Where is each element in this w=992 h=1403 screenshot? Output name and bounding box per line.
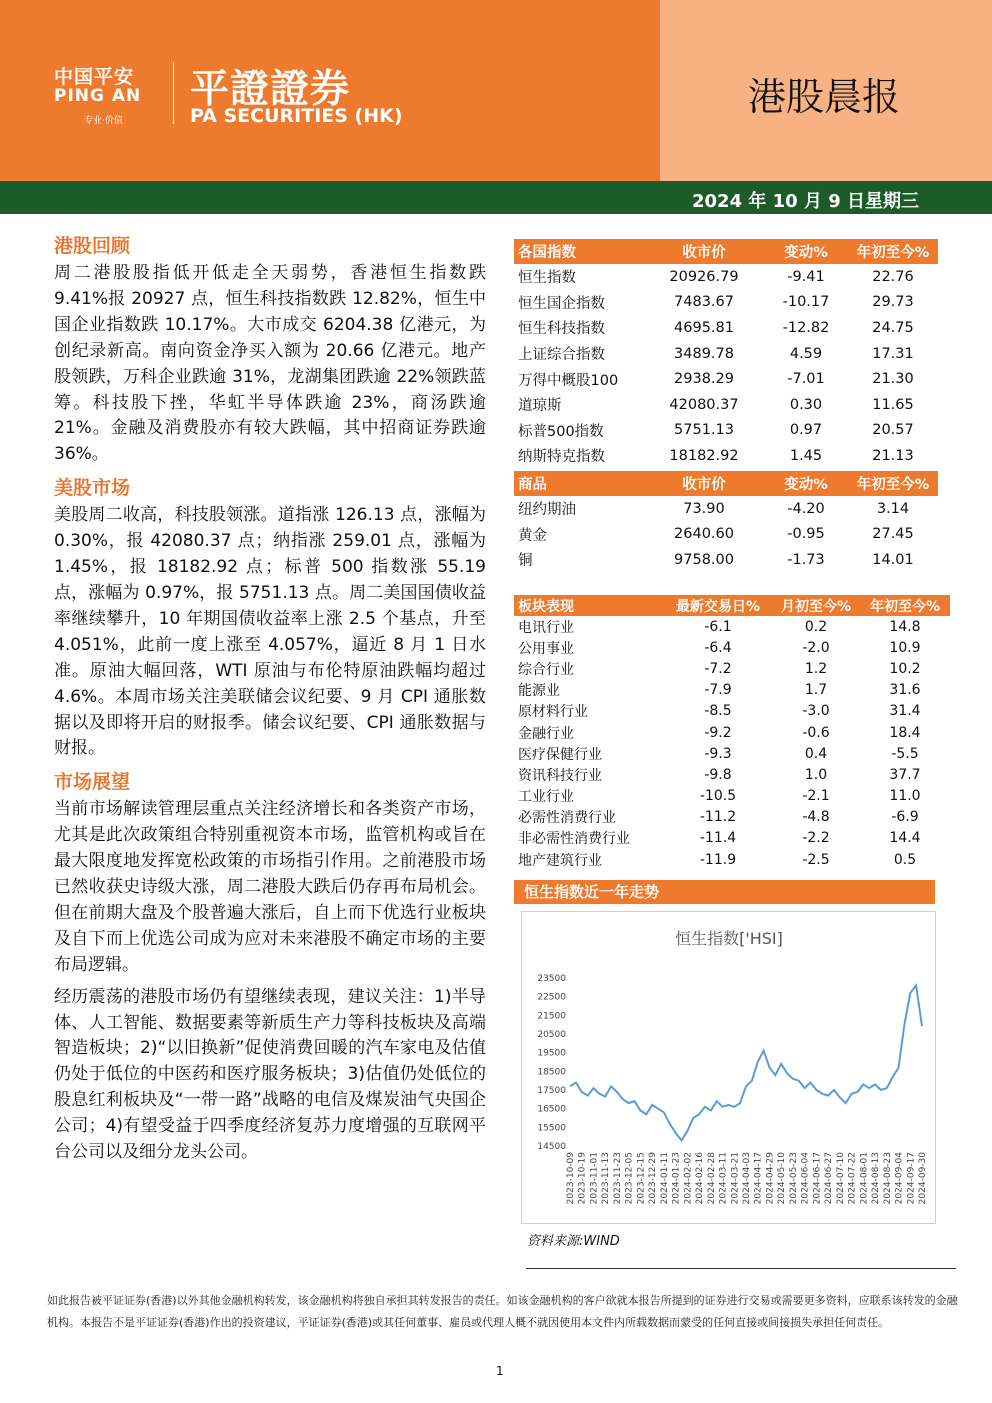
row-value-cell: -6.4 bbox=[704, 639, 732, 656]
row-value-cell: -11.2 bbox=[699, 809, 737, 826]
row-label-cell: 公用事业 bbox=[518, 640, 574, 657]
row-value-cell: -5.5 bbox=[891, 745, 919, 762]
row-value-cell: 17.31 bbox=[872, 345, 914, 362]
row-label-cell: 恒生国企指数 bbox=[518, 295, 605, 312]
y-tick-label: 21500 bbox=[537, 1011, 566, 1022]
table-row bbox=[514, 616, 950, 637]
table-row bbox=[514, 264, 938, 290]
row-label-cell: 纳斯特克指数 bbox=[518, 449, 605, 466]
row-value-cell: 24.75 bbox=[872, 319, 914, 336]
x-tick-label: 2024-08-13 bbox=[871, 1152, 882, 1205]
row-value-cell: 11.65 bbox=[872, 396, 914, 413]
row-label-cell: 必需性消费行业 bbox=[518, 810, 616, 827]
row-value-cell: 5751.13 bbox=[674, 422, 734, 439]
x-tick-label: 2024-03-21 bbox=[730, 1152, 741, 1205]
section-title-us-market: 美股市场 bbox=[54, 477, 131, 500]
row-value-cell: 1.2 bbox=[804, 660, 828, 677]
row-value-cell: 1.45 bbox=[789, 447, 823, 464]
x-tick-label: 2024-09-30 bbox=[918, 1152, 928, 1205]
table-header-cell: 收市价 bbox=[644, 239, 764, 264]
x-tick-label: 2024-02-16 bbox=[695, 1152, 706, 1205]
x-tick-label: 2023-12-05 bbox=[624, 1152, 635, 1205]
table-row bbox=[514, 366, 938, 392]
row-value-cell: 31.6 bbox=[889, 682, 921, 699]
table-header-cell: 变动% bbox=[764, 471, 848, 496]
table-header-row bbox=[514, 471, 938, 496]
y-tick-label: 14500 bbox=[537, 1142, 566, 1152]
table-header-row bbox=[514, 595, 950, 616]
table-row bbox=[514, 680, 950, 701]
row-value-cell: -8.5 bbox=[704, 703, 732, 720]
table-row bbox=[514, 418, 938, 444]
row-value-cell: -11.4 bbox=[699, 830, 737, 847]
table-row bbox=[514, 443, 938, 469]
y-tick-label: 18500 bbox=[537, 1067, 566, 1078]
section-title-outlook: 市场展望 bbox=[54, 771, 131, 794]
row-value-cell: -2.0 bbox=[802, 639, 830, 656]
table-header-cell: 年初至今% bbox=[848, 239, 938, 264]
row-label-cell: 万得中概股100 bbox=[518, 372, 619, 389]
table-row bbox=[514, 341, 938, 367]
row-value-cell: 3489.78 bbox=[674, 345, 734, 362]
table-row bbox=[514, 786, 950, 807]
row-value-cell: -11.9 bbox=[699, 851, 737, 868]
row-label-cell: 资讯科技行业 bbox=[518, 767, 602, 784]
row-value-cell: 4695.81 bbox=[674, 319, 734, 336]
x-tick-label: 2024-03-11 bbox=[718, 1152, 729, 1205]
row-value-cell: -2.1 bbox=[802, 788, 830, 805]
hsi-series-line bbox=[570, 986, 922, 1141]
row-label-cell: 地产建筑行业 bbox=[518, 852, 602, 869]
row-value-cell: 4.59 bbox=[789, 345, 823, 362]
x-tick-label: 2024-05-10 bbox=[777, 1152, 788, 1205]
row-label-cell: 铜 bbox=[518, 553, 533, 570]
x-tick-label: 2023-11-13 bbox=[601, 1152, 612, 1205]
row-value-cell: 0.2 bbox=[804, 618, 828, 635]
x-tick-label: 2024-02-28 bbox=[706, 1152, 717, 1205]
row-value-cell: -6.9 bbox=[891, 809, 919, 826]
table-row bbox=[514, 743, 950, 764]
row-value-cell: -7.2 bbox=[704, 660, 732, 677]
x-tick-label: 2024-07-10 bbox=[835, 1152, 846, 1205]
table-row bbox=[514, 547, 938, 573]
chart-source: 资料来源:WIND bbox=[527, 1234, 620, 1249]
outlook-paragraph-2: 经历震荡的港股市场仍有望继续表现，建议关注：1)半导体、人工智能、数据要素等新质生产力等科技板块及高端智造板块；2)“以旧换新”促使消费回暖的汽车家电及估值仍处于低位的中医药和医疗服务板块；3)估值仍处低位的股息红利板块及“一带一路”战略的电信及煤炭油气央国企公司；4)有望受益于四季度经济复苏力度增强的互联网平台公司以及细分龙头公司。 bbox=[54, 986, 486, 1163]
row-value-cell: -7.9 bbox=[704, 682, 732, 699]
x-tick-label: 2024-06-27 bbox=[824, 1152, 835, 1205]
table-header-row bbox=[514, 239, 938, 264]
row-label-cell: 金融行业 bbox=[518, 725, 574, 742]
x-tick-label: 2024-08-23 bbox=[882, 1152, 893, 1205]
row-value-cell: 31.4 bbox=[889, 703, 921, 720]
x-tick-label: 2023-10-09 bbox=[566, 1152, 576, 1205]
y-tick-label: 22500 bbox=[537, 992, 566, 1003]
report-date: 2024 年 10 月 9 日星期三 bbox=[692, 191, 920, 212]
x-tick-label: 2024-08-01 bbox=[859, 1152, 870, 1205]
row-value-cell: 1.0 bbox=[804, 766, 828, 783]
outlook-paragraph-1: 当前市场解读管理层重点关注经济增长和各类资产市场，尤其是此次政策组合特别重视资本市场，监管机构或旨在最大限度地发挥宽松政策的市场指引作用。之前港股市场已然收获史诗级大涨，周二港股大跌后仍存再布局机会。但在前期大盘及个股普遍大涨后，自上而下优选行业板块及自下而上优选公司成为应对未来港股不确定市场的主要布局逻辑。 bbox=[54, 799, 486, 975]
us-market-paragraph: 美股周二收高，科技股领涨。道指涨 126.13 点，涨幅为 0.30%，报 42080.37 点；纳指涨 259.01 点，涨幅为 1.45%，报 18182.92 点；标普 500 指数涨 55.19 点，涨幅为 0.97%，报 5751.13 点。周二美国国债收益率继续攀升，10 年期国债收益率上涨 2.5 个基点，升至 4.051%，此前一度上涨至 4.057%，逼近 8 月 1 日水准。原油大幅回落，WTI 原油与布伦特原油跌幅均超过 4.6%。本周市场关注美联储会议纪要、9 月 CPI 通胀数据以及即将开启的财报季。储会议纪要、CPI 通胀数据与财报。 bbox=[54, 505, 486, 759]
hk-review-paragraph: 周二港股股指低开低走全天弱势，香港恒生指数跌 9.41%报 20927 点，恒生科技指数跌 12.82%，恒生中国企业指数跌 10.17%。大市成交 6204.38 亿港元，为创纪录新高。南向资金净买入额为 20.66 亿港元。地产股领跌，万科企业跌逾 31%，龙湖集团跌逾 22%领跌蓝筹。科技股下挫，华虹半导体跌逾 23%，商汤跌逾 21%。金融及消费股亦有较大跌幅，其中招商证券跌逾 36%。 bbox=[54, 263, 486, 465]
row-value-cell: 37.7 bbox=[889, 766, 921, 783]
table-row bbox=[514, 828, 950, 849]
row-value-cell: 18.4 bbox=[889, 724, 921, 741]
row-value-cell: 2938.29 bbox=[674, 371, 734, 388]
row-label-cell: 原材料行业 bbox=[518, 704, 588, 721]
table-header-cell: 年初至今% bbox=[860, 595, 950, 616]
row-value-cell: -2.5 bbox=[802, 851, 830, 868]
x-tick-label: 2023-11-01 bbox=[589, 1152, 600, 1205]
x-tick-label: 2024-04-17 bbox=[753, 1152, 764, 1205]
logo-divider bbox=[173, 62, 174, 124]
row-value-cell: 0.5 bbox=[893, 851, 917, 868]
table-header-cell: 板块表现 bbox=[514, 595, 664, 616]
x-tick-label: 2024-09-04 bbox=[894, 1152, 905, 1205]
row-value-cell: 14.4 bbox=[889, 830, 921, 847]
row-label-cell: 电讯行业 bbox=[518, 619, 574, 636]
row-label-cell: 工业行业 bbox=[518, 789, 574, 806]
row-value-cell: -9.2 bbox=[704, 724, 732, 741]
x-tick-label: 2024-04-29 bbox=[765, 1152, 776, 1205]
brand-logo-cn: 平證證券 bbox=[190, 67, 351, 112]
y-tick-label: 19500 bbox=[537, 1048, 566, 1059]
row-value-cell: -2.2 bbox=[802, 830, 830, 847]
y-tick-label: 23500 bbox=[537, 974, 566, 984]
table-row bbox=[514, 522, 938, 548]
row-value-cell: -10.17 bbox=[782, 294, 830, 311]
y-tick-label: 15500 bbox=[537, 1123, 566, 1134]
hsi-chart-svg bbox=[522, 912, 935, 1223]
x-tick-label: 2024-04-03 bbox=[742, 1152, 752, 1205]
row-value-cell: 0.4 bbox=[804, 745, 828, 762]
table-header-cell: 最新交易日% bbox=[664, 595, 772, 616]
row-value-cell: -9.41 bbox=[787, 268, 825, 285]
x-tick-label: 2024-02-02 bbox=[683, 1152, 694, 1205]
x-tick-label: 2023-12-15 bbox=[636, 1152, 647, 1205]
row-value-cell: 21.13 bbox=[872, 447, 914, 464]
row-value-cell: 10.9 bbox=[889, 639, 921, 656]
row-value-cell: 2640.60 bbox=[674, 526, 734, 543]
table-row bbox=[514, 290, 938, 316]
row-value-cell: 10.2 bbox=[889, 660, 921, 677]
left-column bbox=[54, 232, 486, 1166]
table-header-cell: 年初至今% bbox=[848, 471, 938, 496]
row-value-cell: 9758.00 bbox=[674, 551, 734, 568]
page-number: 1 bbox=[496, 1364, 504, 1378]
row-label-cell: 医疗保健行业 bbox=[518, 746, 602, 763]
x-tick-label: 2024-09-17 bbox=[906, 1152, 917, 1205]
report-title: 港股晨报 bbox=[748, 75, 901, 119]
row-value-cell: 14.01 bbox=[872, 551, 914, 568]
row-value-cell: 21.30 bbox=[872, 371, 914, 388]
sector-table bbox=[514, 595, 950, 870]
row-value-cell: -10.5 bbox=[699, 788, 737, 805]
row-label-cell: 道琼斯 bbox=[518, 398, 562, 415]
y-tick-label: 17500 bbox=[537, 1086, 566, 1096]
row-value-cell: -9.8 bbox=[704, 766, 732, 783]
table-row bbox=[514, 496, 938, 522]
row-value-cell: -0.95 bbox=[787, 526, 825, 543]
row-value-cell: 14.8 bbox=[889, 618, 921, 635]
row-value-cell: 29.73 bbox=[872, 294, 914, 311]
table-header-cell: 变动% bbox=[764, 239, 848, 264]
row-value-cell: 7483.67 bbox=[674, 294, 734, 311]
row-value-cell: -0.6 bbox=[802, 724, 830, 741]
row-value-cell: -4.8 bbox=[802, 809, 830, 826]
table-row bbox=[514, 722, 950, 743]
row-value-cell: 20.57 bbox=[872, 422, 914, 439]
disclaimer: 如此报告被平证证券(香港)以外其他金融机构转发，该金融机构将独自承担其转发报告的责任。如该金融机构的客户欲就本报告所提到的证券进行交易或需要更多资料，应联系该转发的金融机构。本报告不是平证证券(香港)作出的投资建议，平证证券(香港)或其任何董事、雇员或代理人概不就因使用本文件内所载数据而蒙受的任何直接或间接损失承担任何责任。 bbox=[47, 1294, 958, 1329]
table-row bbox=[514, 807, 950, 828]
x-tick-label: 2024-01-11 bbox=[659, 1152, 670, 1205]
table-row bbox=[514, 849, 950, 870]
row-value-cell: -3.0 bbox=[802, 703, 830, 720]
pingan-logo-en: PING AN bbox=[54, 86, 142, 106]
table-row bbox=[514, 764, 950, 785]
y-tick-label: 16500 bbox=[537, 1104, 566, 1115]
table-row bbox=[514, 658, 950, 679]
row-label-cell: 上证综合指数 bbox=[518, 347, 605, 364]
y-tick-label: 20500 bbox=[537, 1030, 566, 1040]
row-value-cell: 0.97 bbox=[789, 422, 823, 439]
table-header-cell: 收市价 bbox=[644, 471, 764, 496]
row-value-cell: 18182.92 bbox=[669, 447, 739, 464]
commodity-table bbox=[514, 471, 938, 573]
x-tick-label: 2023-11-23 bbox=[612, 1152, 623, 1205]
x-tick-label: 2023-10-19 bbox=[577, 1152, 588, 1205]
chart-section-title: 恒生指数近一年走势 bbox=[514, 880, 935, 904]
row-label-cell: 能源业 bbox=[518, 683, 560, 700]
footer-rule bbox=[526, 1268, 956, 1269]
table-row bbox=[514, 315, 938, 341]
pingan-motto: 专业·价值 bbox=[84, 116, 123, 126]
row-value-cell: 0.30 bbox=[789, 396, 823, 413]
hsi-chart bbox=[521, 911, 936, 1224]
chart-title: 恒生指数['HSI] bbox=[675, 929, 783, 948]
row-value-cell: -7.01 bbox=[787, 371, 825, 388]
row-value-cell: 11.0 bbox=[889, 788, 921, 805]
x-tick-label: 2024-06-04 bbox=[800, 1152, 811, 1205]
row-value-cell: 1.7 bbox=[804, 682, 828, 699]
table-header-cell: 月初至今% bbox=[772, 595, 860, 616]
pingan-logo-cn: 中国平安 bbox=[54, 66, 135, 88]
x-tick-label: 2023-12-29 bbox=[648, 1152, 659, 1205]
section-title-hk-review: 港股回顾 bbox=[54, 235, 131, 257]
row-label-cell: 恒生科技指数 bbox=[518, 321, 605, 338]
row-value-cell: -4.20 bbox=[787, 500, 825, 517]
x-tick-label: 2024-05-23 bbox=[788, 1152, 799, 1205]
row-label-cell: 非必需性消费行业 bbox=[518, 831, 630, 848]
x-tick-label: 2024-06-17 bbox=[812, 1152, 823, 1205]
table-header-cell: 各国指数 bbox=[514, 239, 644, 264]
table-row bbox=[514, 392, 938, 418]
row-label-cell: 综合行业 bbox=[518, 661, 574, 678]
row-value-cell: 27.45 bbox=[872, 526, 914, 543]
x-tick-label: 2024-07-22 bbox=[847, 1152, 858, 1205]
row-value-cell: 20926.79 bbox=[669, 268, 739, 285]
table-row bbox=[514, 701, 950, 722]
row-value-cell: -1.73 bbox=[787, 551, 825, 568]
x-tick-label: 2024-01-23 bbox=[671, 1152, 682, 1205]
row-value-cell: 42080.37 bbox=[669, 396, 739, 413]
table-header-cell: 商品 bbox=[514, 471, 644, 496]
row-label-cell: 标普500指数 bbox=[518, 423, 604, 440]
row-value-cell: 3.14 bbox=[876, 500, 910, 517]
table-row bbox=[514, 637, 950, 658]
row-value-cell: 73.90 bbox=[683, 500, 725, 517]
row-value-cell: 22.76 bbox=[872, 268, 914, 285]
row-label-cell: 黄金 bbox=[518, 527, 547, 544]
row-value-cell: -12.82 bbox=[782, 319, 830, 336]
brand-logo-en: PA SECURITIES (HK) bbox=[190, 105, 403, 127]
indices-table bbox=[514, 239, 938, 469]
row-label-cell: 恒生指数 bbox=[518, 270, 576, 287]
row-label-cell: 纽约期油 bbox=[518, 502, 576, 519]
row-value-cell: -9.3 bbox=[704, 745, 732, 762]
row-value-cell: -6.1 bbox=[704, 618, 732, 635]
